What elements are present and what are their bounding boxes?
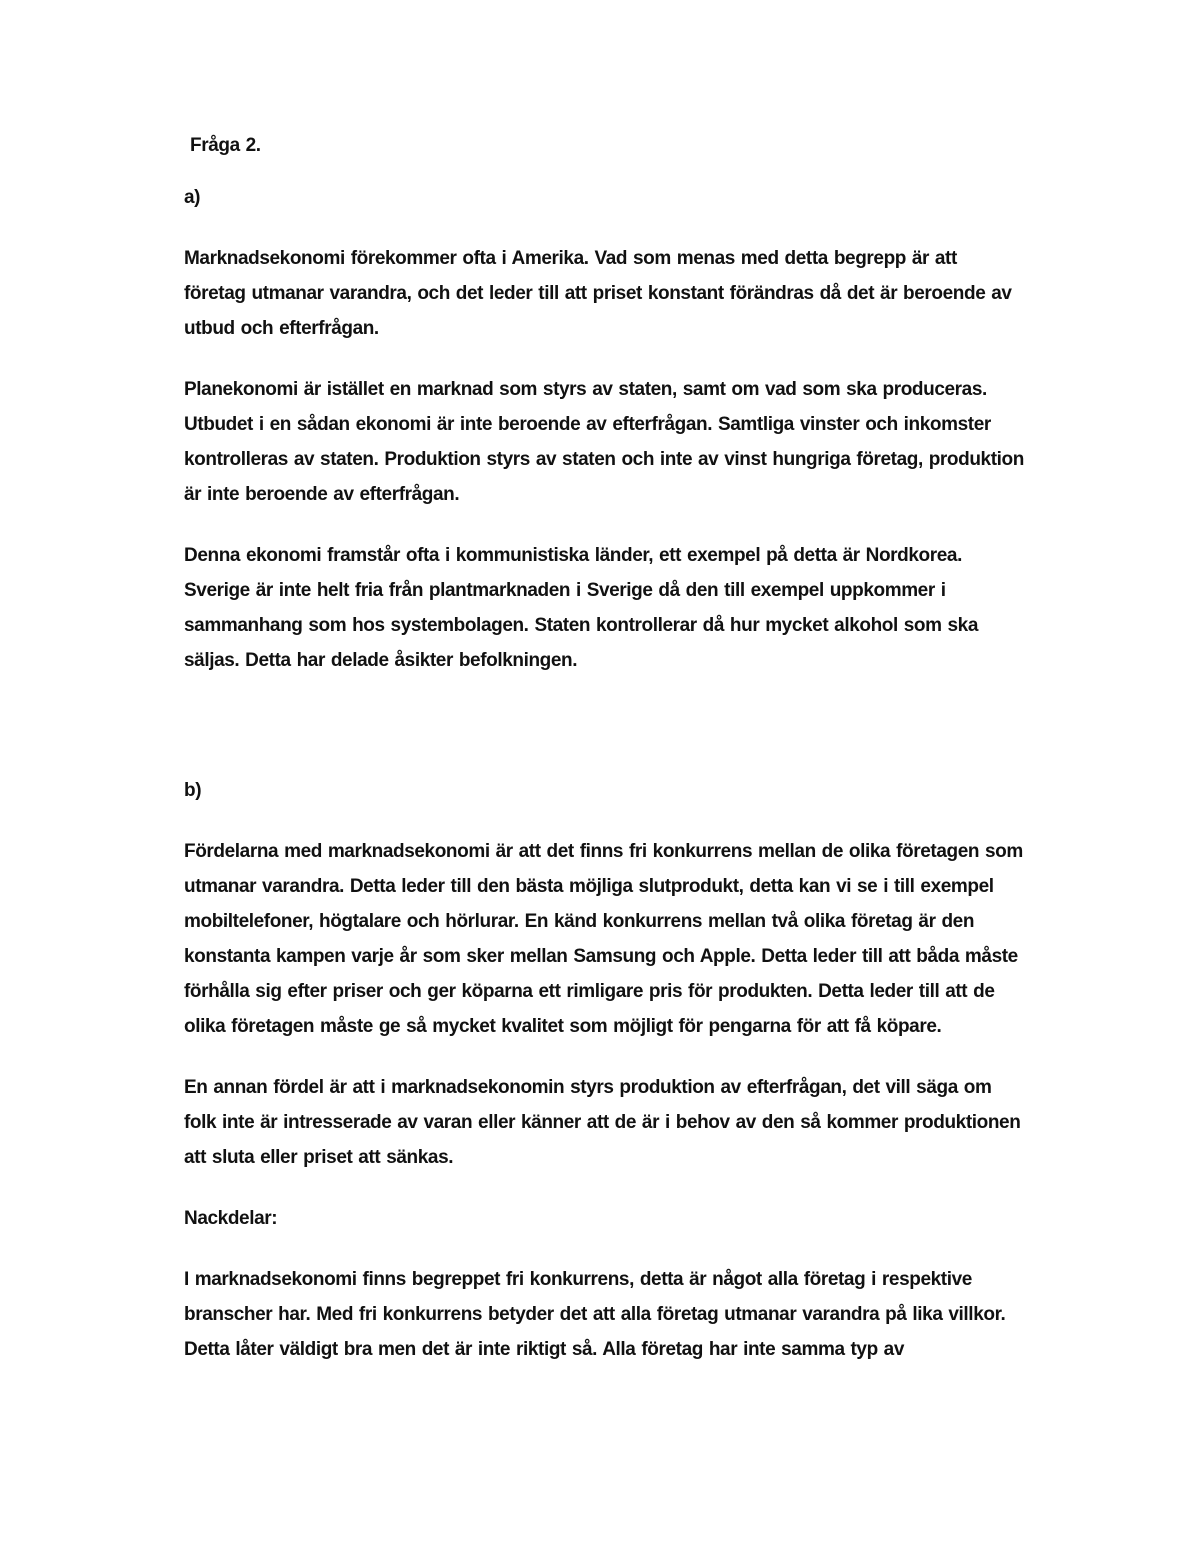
section-a-label: a) — [184, 187, 201, 208]
section-b-paragraph-2: En annan fördel är att i marknadsekonomin styrs produktion av efterfrågan, det vill säga om folk inte är intresserade av varan eller känner att de är i behov av den så kommer produktionen att sluta eller priset att sänkas. — [184, 1077, 1021, 1168]
section-b-paragraph-1: Fördelarna med marknadsekonomi är att det finns fri konkurrens mellan de olika företagen som utmanar varandra. Detta leder till den bästa möjliga slutprodukt, detta kan vi se i till exempel mobiltelefoner, högtalare och hörlurar. En känd konkurrens mellan två olika företag är den konstanta kampen varje år som sker mellan Samsung och Apple. Detta leder till att båda måste förhålla sig efter priser och ger köparna ett rimligare pris för produkten. Detta leder till att de olika företagen måste ge så mycket kvalitet som möjligt för pengarna för att få köpare. — [184, 841, 1023, 1037]
question-title: Fråga 2. — [190, 135, 261, 156]
disadvantages-paragraph-1: I marknadsekonomi finns begreppet fri konkurrens, detta är något alla företag i respektive branscher har. Med fri konkurrens betyder det att alla företag utmanar varandra på lika villkor. Detta låter väldigt bra men det är inte riktigt så. Alla företag har inte samma typ av — [184, 1269, 1006, 1360]
section-a-paragraph-2: Planekonomi är istället en marknad som styrs av staten, samt om vad som ska produceras. Utbudet i en sådan ekonomi är inte beroende av efterfrågan. Samtliga vinster och inkomster kontrolleras av staten. Produktion styrs av staten och inte av vinst hungriga företag, produktion är inte beroende av efterfrågan. — [184, 379, 1024, 505]
section-a-paragraph-3: Denna ekonomi framstår ofta i kommunistiska länder, ett exempel på detta är Nordkorea. Sverige är inte helt fria från plantmarknaden i Sverige då den till exempel uppkommer i sammanhang som hos systembolagen. Staten kontrollerar då hur mycket alkohol som ska säljas. Detta har delade åsikter befolkningen. — [184, 545, 978, 671]
section-a-paragraph-1: Marknadsekonomi förekommer ofta i Amerika. Vad som menas med detta begrepp är att företag utmanar varandra, och det leder till att priset konstant förändras då det är beroende av utbud och efterfrågan. — [184, 248, 1012, 339]
section-b-label: b) — [184, 780, 202, 801]
disadvantages-heading: Nackdelar: — [184, 1208, 278, 1229]
section-spacer — [184, 704, 1024, 778]
document-body — [184, 133, 1024, 1367]
